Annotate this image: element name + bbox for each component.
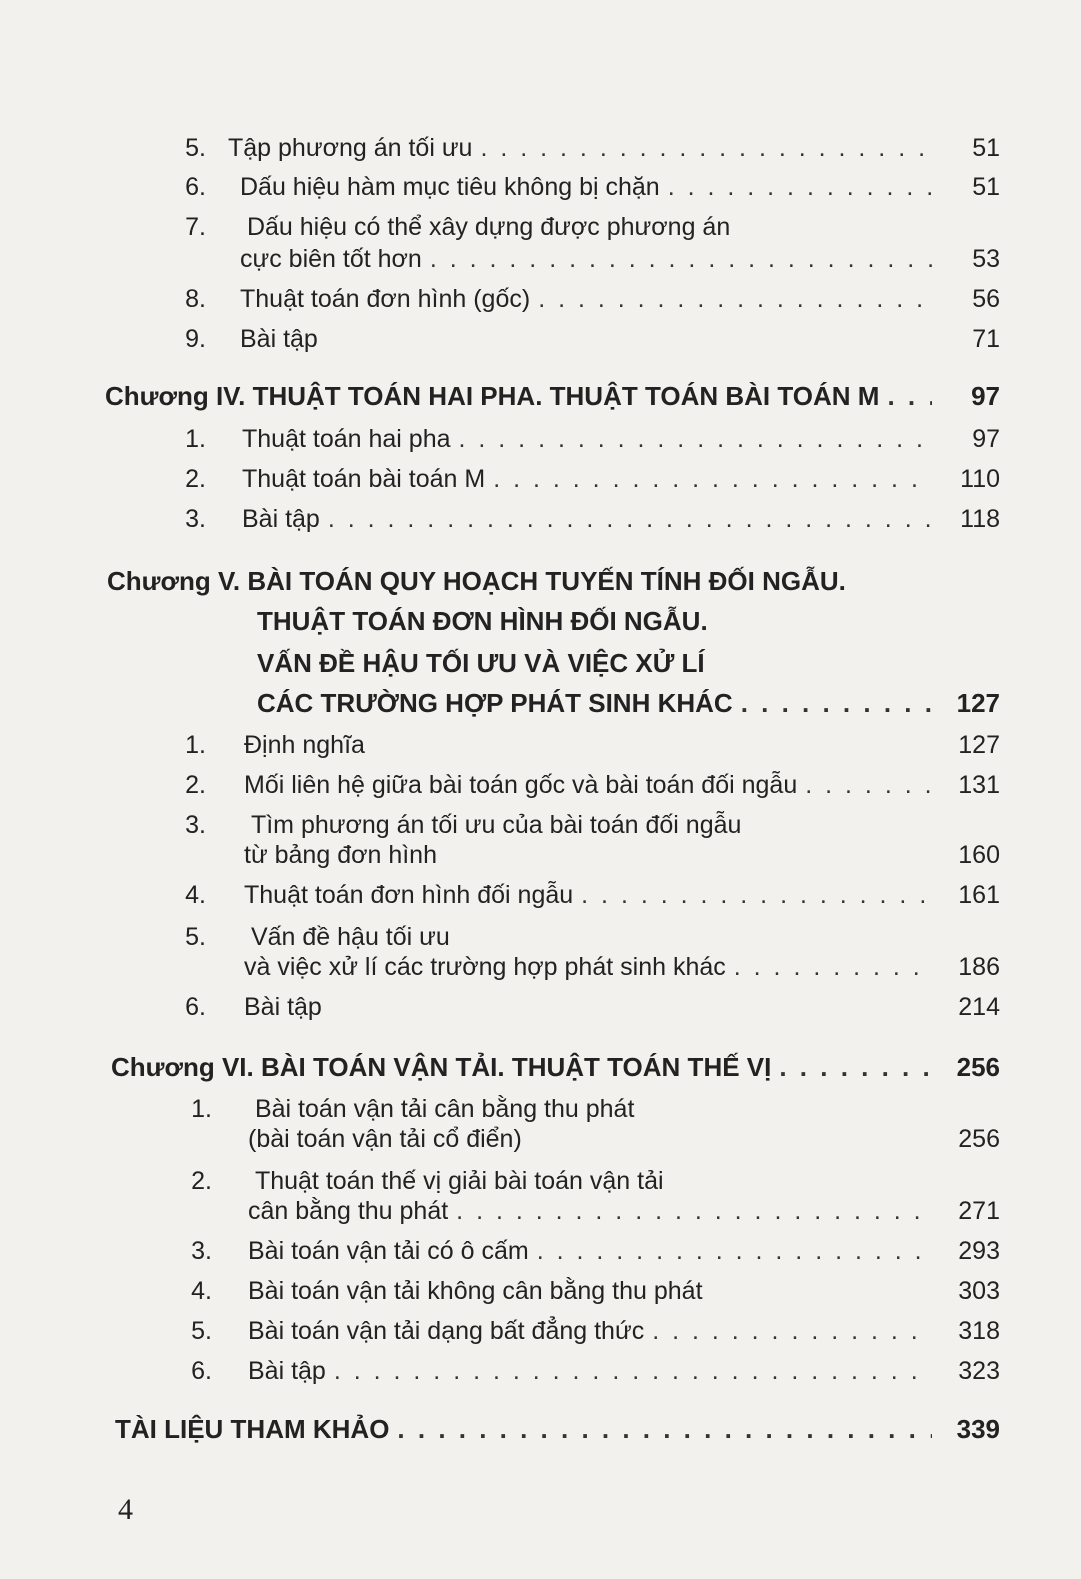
entry-page: 131 (958, 771, 1000, 799)
entry-number: 2. (185, 771, 206, 799)
entry-page: 160 (958, 841, 1000, 869)
chapter-5-heading-line2: THUẬT TOÁN ĐƠN HÌNH ĐỐI NGẪU. (257, 606, 708, 636)
entry-title: Dấu hiệu hàm mục tiêu không bị chặn (240, 173, 660, 201)
chapter-5-heading-line1: Chương V. BÀI TOÁN QUY HOẠCH TUYẾN TÍNH ĐỐI NGẪU. (107, 566, 846, 596)
toc-entry-5-4 (160, 880, 1000, 910)
entry-number: 3. (185, 505, 206, 533)
entry-number: 1. (185, 731, 206, 759)
chapter-4-heading (105, 381, 1000, 411)
toc-entry-3-6 (160, 172, 1000, 202)
page-number: 4 (118, 1493, 133, 1526)
chapter-page: 97 (971, 381, 1000, 411)
dot-leader (581, 880, 932, 910)
chapter-5-heading-line3: VẤN ĐỀ HẬU TỐI ƯU VÀ VIỆC XỬ LÍ (257, 648, 705, 678)
entry-number: 1. (185, 425, 206, 453)
chapter-title: Chương IV. THUẬT TOÁN HAI PHA. THUẬT TOÁN BÀI TOÁN M (105, 381, 880, 411)
entry-title: Bài toán vận tải dạng bất đẳng thức (248, 1317, 645, 1345)
entry-page: 214 (958, 993, 1000, 1021)
entry-number: 4. (185, 881, 206, 909)
entry-title: Thuật toán hai pha (242, 425, 451, 453)
dot-leader (538, 284, 932, 314)
chapter-page: 256 (956, 1052, 1000, 1082)
entry-title: Định nghĩa (244, 731, 365, 759)
entry-number: 9. (185, 325, 206, 353)
dot-leader (779, 1052, 932, 1082)
toc-entry-5-2 (160, 770, 1000, 800)
entry-title: Bài toán vận tải không cân bằng thu phát (248, 1277, 703, 1305)
entry-number: 3. (191, 1237, 212, 1265)
dot-leader (334, 1356, 932, 1386)
entry-title: Bài tập (242, 505, 320, 533)
entry-page: 293 (958, 1237, 1000, 1265)
toc-entry-4-1 (160, 424, 1000, 454)
dot-leader (328, 504, 932, 534)
entry-title-line1: Bài toán vận tải cân bằng thu phát (254, 1095, 635, 1123)
dot-leader (805, 770, 932, 800)
toc-entry-5-3 (160, 810, 741, 840)
entry-title-line2: từ bảng đơn hình (244, 841, 437, 869)
toc-entry-4-2 (160, 464, 1000, 494)
entry-number: 8. (185, 285, 206, 313)
dot-leader (652, 1316, 932, 1346)
dot-leader (493, 464, 932, 494)
dot-leader (734, 952, 932, 982)
entry-title: Thuật toán đơn hình (gốc) (240, 285, 531, 313)
entry-page: 323 (958, 1357, 1000, 1385)
entry-title: Thuật toán đơn hình đối ngẫu (244, 881, 574, 909)
entry-title-line2: cực biên tốt hơn (240, 245, 422, 273)
entry-title: Tập phương án tối ưu (228, 134, 473, 162)
chapter-6-heading (111, 1052, 1000, 1082)
entry-page: 51 (972, 173, 1000, 201)
toc-entry-6-1 (166, 1094, 634, 1124)
entry-page: 161 (958, 881, 1000, 909)
entry-title-line1: Thuật toán thế vị giải bài toán vận tải (254, 1167, 664, 1195)
entry-title-line2: và việc xử lí các trường hợp phát sinh khác (244, 953, 726, 981)
entry-number: 3. (185, 811, 206, 839)
entry-page: 271 (958, 1197, 1000, 1225)
entry-title-line1: Tìm phương án tối ưu của bài toán đối ngẫu (250, 811, 742, 839)
toc-entry-5-6 (160, 992, 1000, 1022)
entry-page: 51 (972, 134, 1000, 162)
dot-leader (741, 688, 932, 718)
entry-page: 127 (958, 731, 1000, 759)
dot-leader (668, 172, 932, 202)
chapter-title: Chương VI. BÀI TOÁN VẬN TẢI. THUẬT TOÁN THẾ VỊ (111, 1052, 772, 1082)
toc-entry-6-1-cont (166, 1124, 1000, 1154)
dot-leader (430, 244, 932, 274)
entry-page: 303 (958, 1277, 1000, 1305)
references-title: TÀI LIỆU THAM KHẢO (115, 1414, 390, 1444)
entry-page: 56 (972, 285, 1000, 313)
chapter-page: 127 (956, 688, 1000, 718)
entry-page: 186 (958, 953, 1000, 981)
dot-leader (456, 1196, 932, 1226)
references-heading (115, 1414, 1000, 1444)
toc-entry-5-3-cont (160, 840, 1000, 870)
toc-entry-6-5 (166, 1316, 1000, 1346)
entry-title: Bài tập (240, 325, 318, 353)
toc-entry-5-5-cont (160, 952, 1000, 982)
entry-page: 318 (958, 1317, 1000, 1345)
entry-number: 2. (191, 1167, 212, 1195)
entry-title-line1: Dấu hiệu có thể xây dựng được phương án (246, 213, 731, 241)
entry-number: 5. (185, 134, 206, 162)
chapter-5-heading-line4: CÁC TRƯỜNG HỢP PHÁT SINH KHÁC . . . 127 (257, 688, 1000, 718)
entry-title: Bài tập (244, 993, 322, 1021)
entry-title-line1: Vấn đề hậu tối ưu (250, 923, 450, 951)
toc-entry-6-3 (166, 1236, 1000, 1266)
toc-entry-6-2-cont (166, 1196, 1000, 1226)
entry-page: 53 (972, 245, 1000, 273)
entry-page: 71 (972, 325, 1000, 353)
dot-leader (459, 424, 933, 454)
entry-number: 7. (185, 213, 206, 241)
entry-page: 118 (960, 505, 1000, 533)
entry-title: Bài toán vận tải có ô cấm (248, 1237, 529, 1265)
entry-title: Bài tập (248, 1357, 326, 1385)
toc-entry-6-2 (166, 1166, 664, 1196)
toc-entry-3-7-cont (160, 244, 1000, 274)
toc-entry-3-9 (160, 324, 1000, 354)
toc-entry-3-5 (160, 133, 1000, 163)
entry-number: 5. (191, 1317, 212, 1345)
entry-page: 256 (958, 1125, 1000, 1153)
entry-number: 5. (185, 923, 206, 951)
dot-leader (480, 133, 932, 163)
entry-page: 110 (960, 465, 1000, 493)
entry-title-line2: (bài toán vận tải cổ điển) (248, 1125, 522, 1153)
entry-number: 1. (191, 1095, 212, 1123)
toc-entry-4-3 (160, 504, 1000, 534)
entry-number: 6. (191, 1357, 212, 1385)
entry-title: Mối liên hệ giữa bài toán gốc và bài toán đối ngẫu (244, 771, 798, 799)
dot-leader (397, 1414, 932, 1444)
entry-number: 2. (185, 465, 206, 493)
dot-leader (887, 381, 932, 411)
entry-title: Thuật toán bài toán M (242, 465, 486, 493)
references-page: 339 (956, 1414, 1000, 1444)
entry-number: 6. (185, 173, 206, 201)
toc-entry-5-5 (160, 922, 450, 952)
toc-entry-5-1 (160, 730, 1000, 760)
entry-title-line2: cân bằng thu phát (248, 1197, 449, 1225)
toc-entry-6-4 (166, 1276, 1000, 1306)
entry-page: 97 (972, 425, 1000, 453)
entry-number: 4. (191, 1277, 212, 1305)
toc-entry-6-6 (166, 1356, 1000, 1386)
toc-entry-3-7 (160, 212, 730, 242)
entry-number: 6. (185, 993, 206, 1021)
toc-entry-3-8 (160, 284, 1000, 314)
dot-leader (537, 1236, 932, 1266)
